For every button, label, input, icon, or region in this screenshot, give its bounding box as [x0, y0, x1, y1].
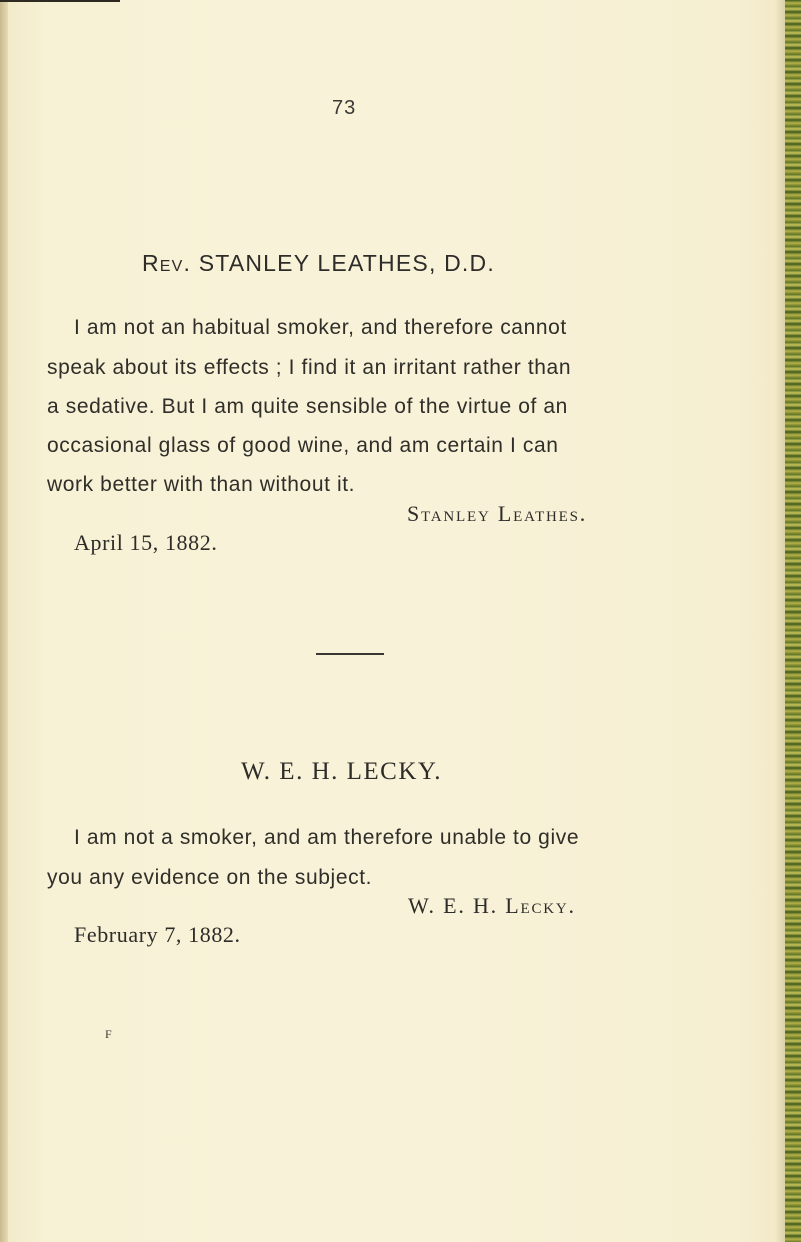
page-gutter-shade [775, 0, 785, 1242]
letter-text-line: I am not an habitual smoker, and therefore cannot [74, 316, 567, 339]
heading-author-name: STANLEY LEATHES, D.D. [198, 250, 495, 276]
section-divider [316, 653, 384, 655]
printer-signature-mark: F [105, 1027, 112, 1041]
letter-text-line: occasional glass of good wine, and am certain I can [47, 434, 559, 457]
letter-text-line: you any evidence on the subject. [47, 866, 373, 889]
page-number: 73 [332, 97, 357, 119]
letter-signature: W. E. H. Lecky. [408, 893, 576, 918]
letter-text-line: I am not a smoker, and am therefore unable to give [74, 826, 580, 849]
page-left-edge [0, 0, 8, 1242]
letter-text-line: work better with than without it. [47, 473, 356, 496]
letter-date: April 15, 1882. [74, 530, 218, 555]
heading-title-prefix: Rev. [142, 250, 192, 276]
letter-heading-leathes [142, 250, 495, 277]
book-binding-edge [785, 0, 801, 1242]
letter-text-line: speak about its effects ; I find it an irritant rather than [47, 356, 572, 379]
page-corner-mark [0, 0, 120, 2]
letter-date: February 7, 1882. [74, 922, 241, 947]
letter-signature: Stanley Leathes. [407, 501, 588, 526]
letter-text-line: a sedative. But I am quite sensible of the virtue of an [47, 395, 568, 418]
letter-heading-lecky: W. E. H. LECKY. [241, 758, 442, 785]
